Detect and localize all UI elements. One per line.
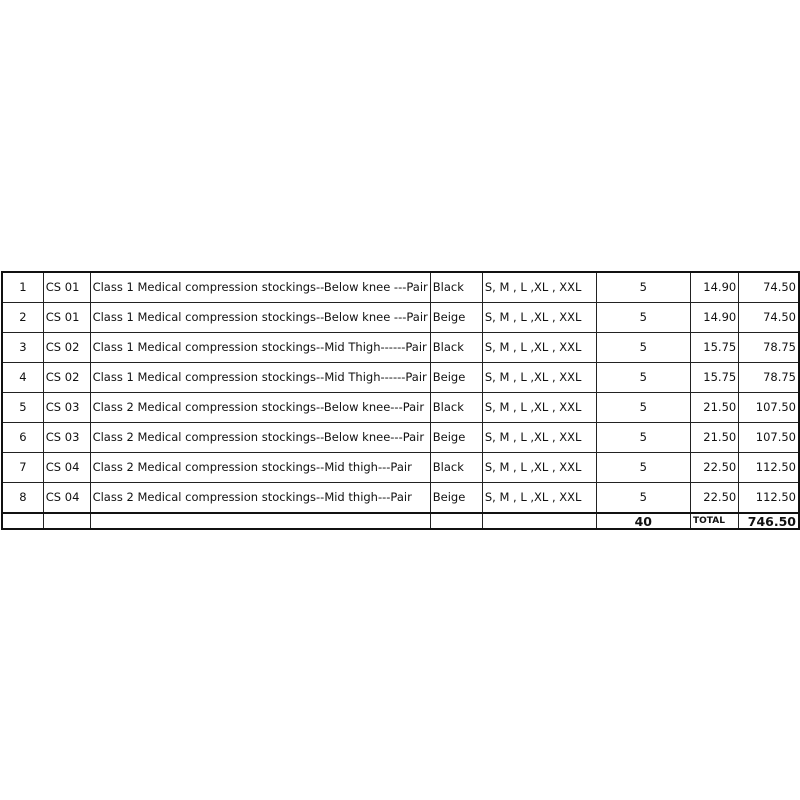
item-description: Class 1 Medical compression stockings--Mid Thigh------Pair <box>90 363 430 393</box>
item-description: Class 2 Medical compression stockings--Below knee---Pair <box>90 393 430 423</box>
item-sizes: S, M , L ,XL , XXL <box>482 272 596 303</box>
table-row <box>2 272 799 303</box>
item-quantity: 5 <box>596 453 690 483</box>
table-row <box>2 483 799 514</box>
item-color: Black <box>430 272 482 303</box>
item-amount: 78.75 <box>739 333 799 363</box>
item-color: Beige <box>430 483 482 514</box>
total-empty-cell <box>90 513 430 529</box>
order-table-body <box>2 272 799 529</box>
item-description: Class 2 Medical compression stockings--Mid thigh---Pair <box>90 453 430 483</box>
total-amount: 746.50 <box>739 513 799 529</box>
item-description: Class 1 Medical compression stockings--Below knee ---Pair <box>90 303 430 333</box>
row-number: 3 <box>2 333 43 363</box>
item-sizes: S, M , L ,XL , XXL <box>482 483 596 514</box>
item-unit-price: 15.75 <box>691 363 739 393</box>
table-row <box>2 303 799 333</box>
item-code: CS 03 <box>43 393 90 423</box>
row-number: 5 <box>2 393 43 423</box>
item-amount: 112.50 <box>739 483 799 514</box>
item-unit-price: 14.90 <box>691 272 739 303</box>
item-color: Beige <box>430 363 482 393</box>
item-quantity: 5 <box>596 423 690 453</box>
item-description: Class 2 Medical compression stockings--Mid thigh---Pair <box>90 483 430 514</box>
total-empty-cell <box>2 513 43 529</box>
item-unit-price: 21.50 <box>691 393 739 423</box>
total-quantity: 40 <box>596 513 690 529</box>
item-color: Beige <box>430 423 482 453</box>
row-number: 2 <box>2 303 43 333</box>
row-number: 7 <box>2 453 43 483</box>
item-quantity: 5 <box>596 393 690 423</box>
table-row <box>2 333 799 363</box>
item-amount: 107.50 <box>739 393 799 423</box>
item-code: CS 02 <box>43 333 90 363</box>
item-description: Class 2 Medical compression stockings--Below knee---Pair <box>90 423 430 453</box>
total-empty-cell <box>43 513 90 529</box>
item-color: Beige <box>430 303 482 333</box>
item-unit-price: 14.90 <box>691 303 739 333</box>
item-code: CS 01 <box>43 272 90 303</box>
table-row <box>2 393 799 423</box>
row-number: 6 <box>2 423 43 453</box>
item-unit-price: 15.75 <box>691 333 739 363</box>
item-color: Black <box>430 333 482 363</box>
item-description: Class 1 Medical compression stockings--Mid Thigh------Pair <box>90 333 430 363</box>
total-row <box>2 513 799 529</box>
item-code: CS 04 <box>43 483 90 514</box>
item-quantity: 5 <box>596 303 690 333</box>
item-quantity: 5 <box>596 363 690 393</box>
item-sizes: S, M , L ,XL , XXL <box>482 363 596 393</box>
item-quantity: 5 <box>596 333 690 363</box>
item-code: CS 04 <box>43 453 90 483</box>
item-quantity: 5 <box>596 483 690 514</box>
item-sizes: S, M , L ,XL , XXL <box>482 303 596 333</box>
item-code: CS 01 <box>43 303 90 333</box>
row-number: 8 <box>2 483 43 514</box>
item-color: Black <box>430 453 482 483</box>
item-amount: 78.75 <box>739 363 799 393</box>
total-label: TOTAL <box>691 513 739 529</box>
total-empty-cell <box>482 513 596 529</box>
row-number: 4 <box>2 363 43 393</box>
table-row <box>2 453 799 483</box>
item-sizes: S, M , L ,XL , XXL <box>482 423 596 453</box>
item-code: CS 03 <box>43 423 90 453</box>
item-sizes: S, M , L ,XL , XXL <box>482 453 596 483</box>
total-empty-cell <box>430 513 482 529</box>
item-sizes: S, M , L ,XL , XXL <box>482 333 596 363</box>
item-description: Class 1 Medical compression stockings--Below knee ---Pair <box>90 272 430 303</box>
item-unit-price: 22.50 <box>691 483 739 514</box>
item-code: CS 02 <box>43 363 90 393</box>
item-amount: 74.50 <box>739 303 799 333</box>
item-amount: 74.50 <box>739 272 799 303</box>
item-amount: 112.50 <box>739 453 799 483</box>
item-unit-price: 21.50 <box>691 423 739 453</box>
item-amount: 107.50 <box>739 423 799 453</box>
order-table <box>1 271 800 530</box>
item-color: Black <box>430 393 482 423</box>
item-sizes: S, M , L ,XL , XXL <box>482 393 596 423</box>
item-unit-price: 22.50 <box>691 453 739 483</box>
table-row <box>2 423 799 453</box>
table-row <box>2 363 799 393</box>
row-number: 1 <box>2 272 43 303</box>
item-quantity: 5 <box>596 272 690 303</box>
